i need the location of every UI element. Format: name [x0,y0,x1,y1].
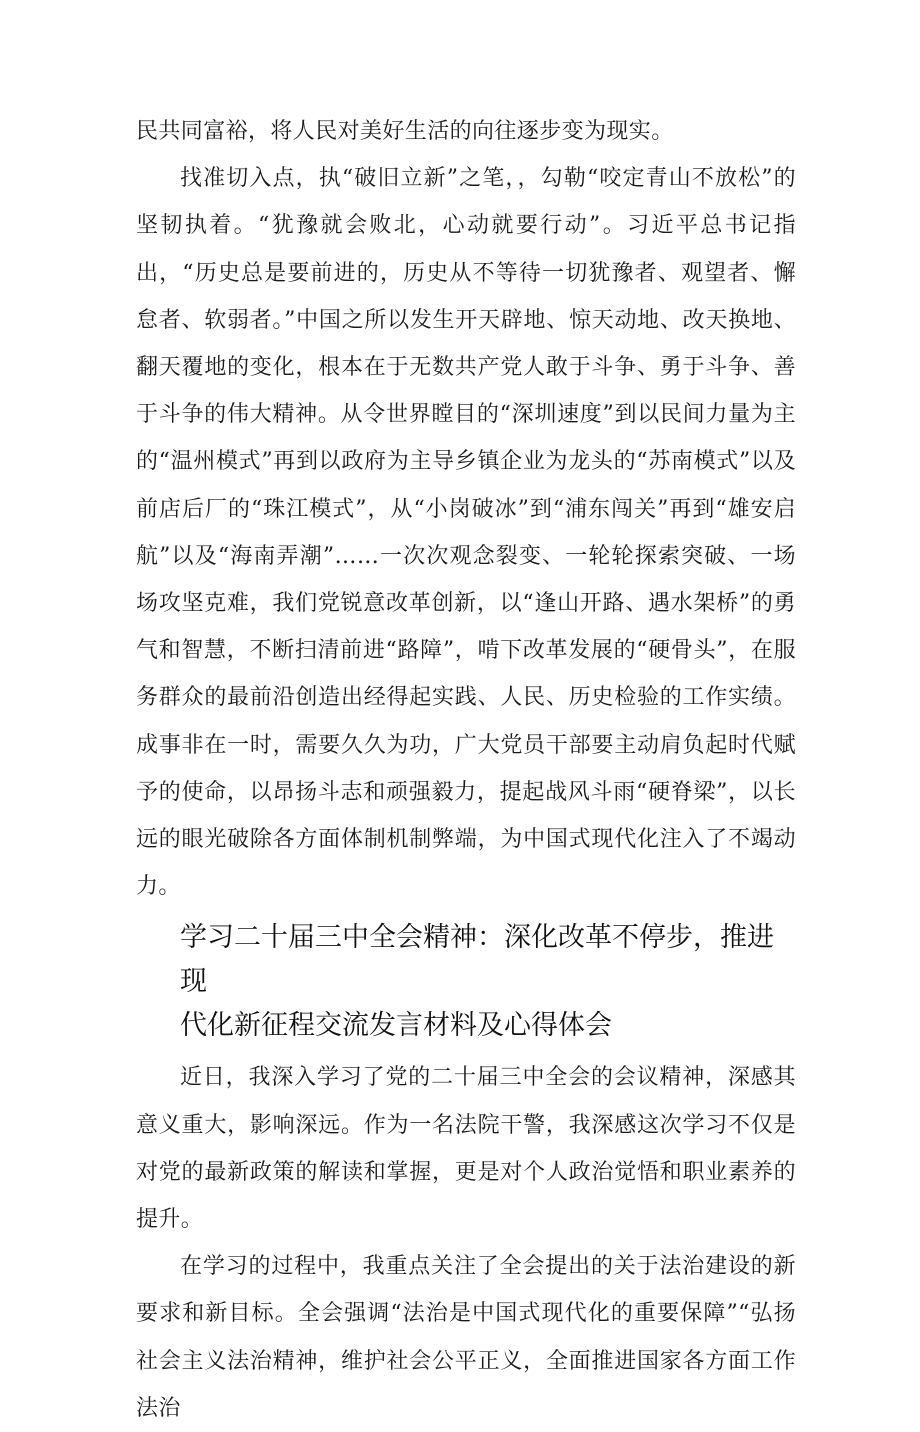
document-page [136,108,796,1432]
paragraph-reform-spirit: 找准切入点，执“破旧立新”之笔，，勾勒“咬定青山不放松”的坚韧执着。“犹豫就会败北，心动就要行动”。习近平总书记指出，“历史总是要前进的，历史从不等待一切犹豫者、观望者、懈怠者、软弱者。”中国之所以发生开天辟地、惊天动地、改天换地、翻天覆地的变化，根本在于无数共产党人敢于斗争、勇于斗争、善于斗争的伟大精神。从令世界瞠目的“深圳速度”到以民间力量为主的“温州模式”再到以政府为主导乡镇企业为龙头的“苏南模式”以及前店后厂的“珠江模式”，从“小岗破冰”到“浦东闯关”再到“雄安启航”以及“海南弄潮”……一次次观念裂变、一轮轮探索突破、一场场攻坚克难，我们党锐意改革创新，以“逢山开路、遇水架桥”的勇气和智慧，不断扫清前进“路障”，啃下改革发展的“硬骨头”，在服务群众的最前沿创造出经得起实践、人民、历史检验的工作实绩。成事非在一时，需要久久为功，广大党员干部要主动肩负起时代赋予的使命，以昂扬斗志和顽强毅力，提起战风斗雨“硬脊梁”，以长远的眼光破除各方面体制机制弊端，为中国式现代化注入了不竭动力。 [136,166,796,900]
section-heading [136,916,796,1048]
section-heading-line-2: 代化新征程交流发言材料及心得体会 [180,1010,612,1042]
paragraph-rule-of-law: 在学习的过程中，我重点关注了全会提出的关于法治建设的新要求和新目标。全会强调“法治是中国式现代化的重要保障”“弘扬社会主义法治精神，维护社会公平正义，全面推进国家各方面工作法治 [136,1254,796,1421]
section-heading-line-1: 学习二十届三中全会精神：深化改革不停步，推进现 [180,922,774,998]
intro-fragment: 民共同富裕，将人民对美好生活的向往逐步变为现实。 [136,119,674,144]
paragraph-study-intro: 近日，我深入学习了党的二十届三中全会的会议精神，深感其意义重大，影响深远。作为一名法院干警，我深感这次学习不仅是对党的最新政策的解读和掌握，更是对个人政治觉悟和职业素养的提升。 [136,1065,796,1233]
